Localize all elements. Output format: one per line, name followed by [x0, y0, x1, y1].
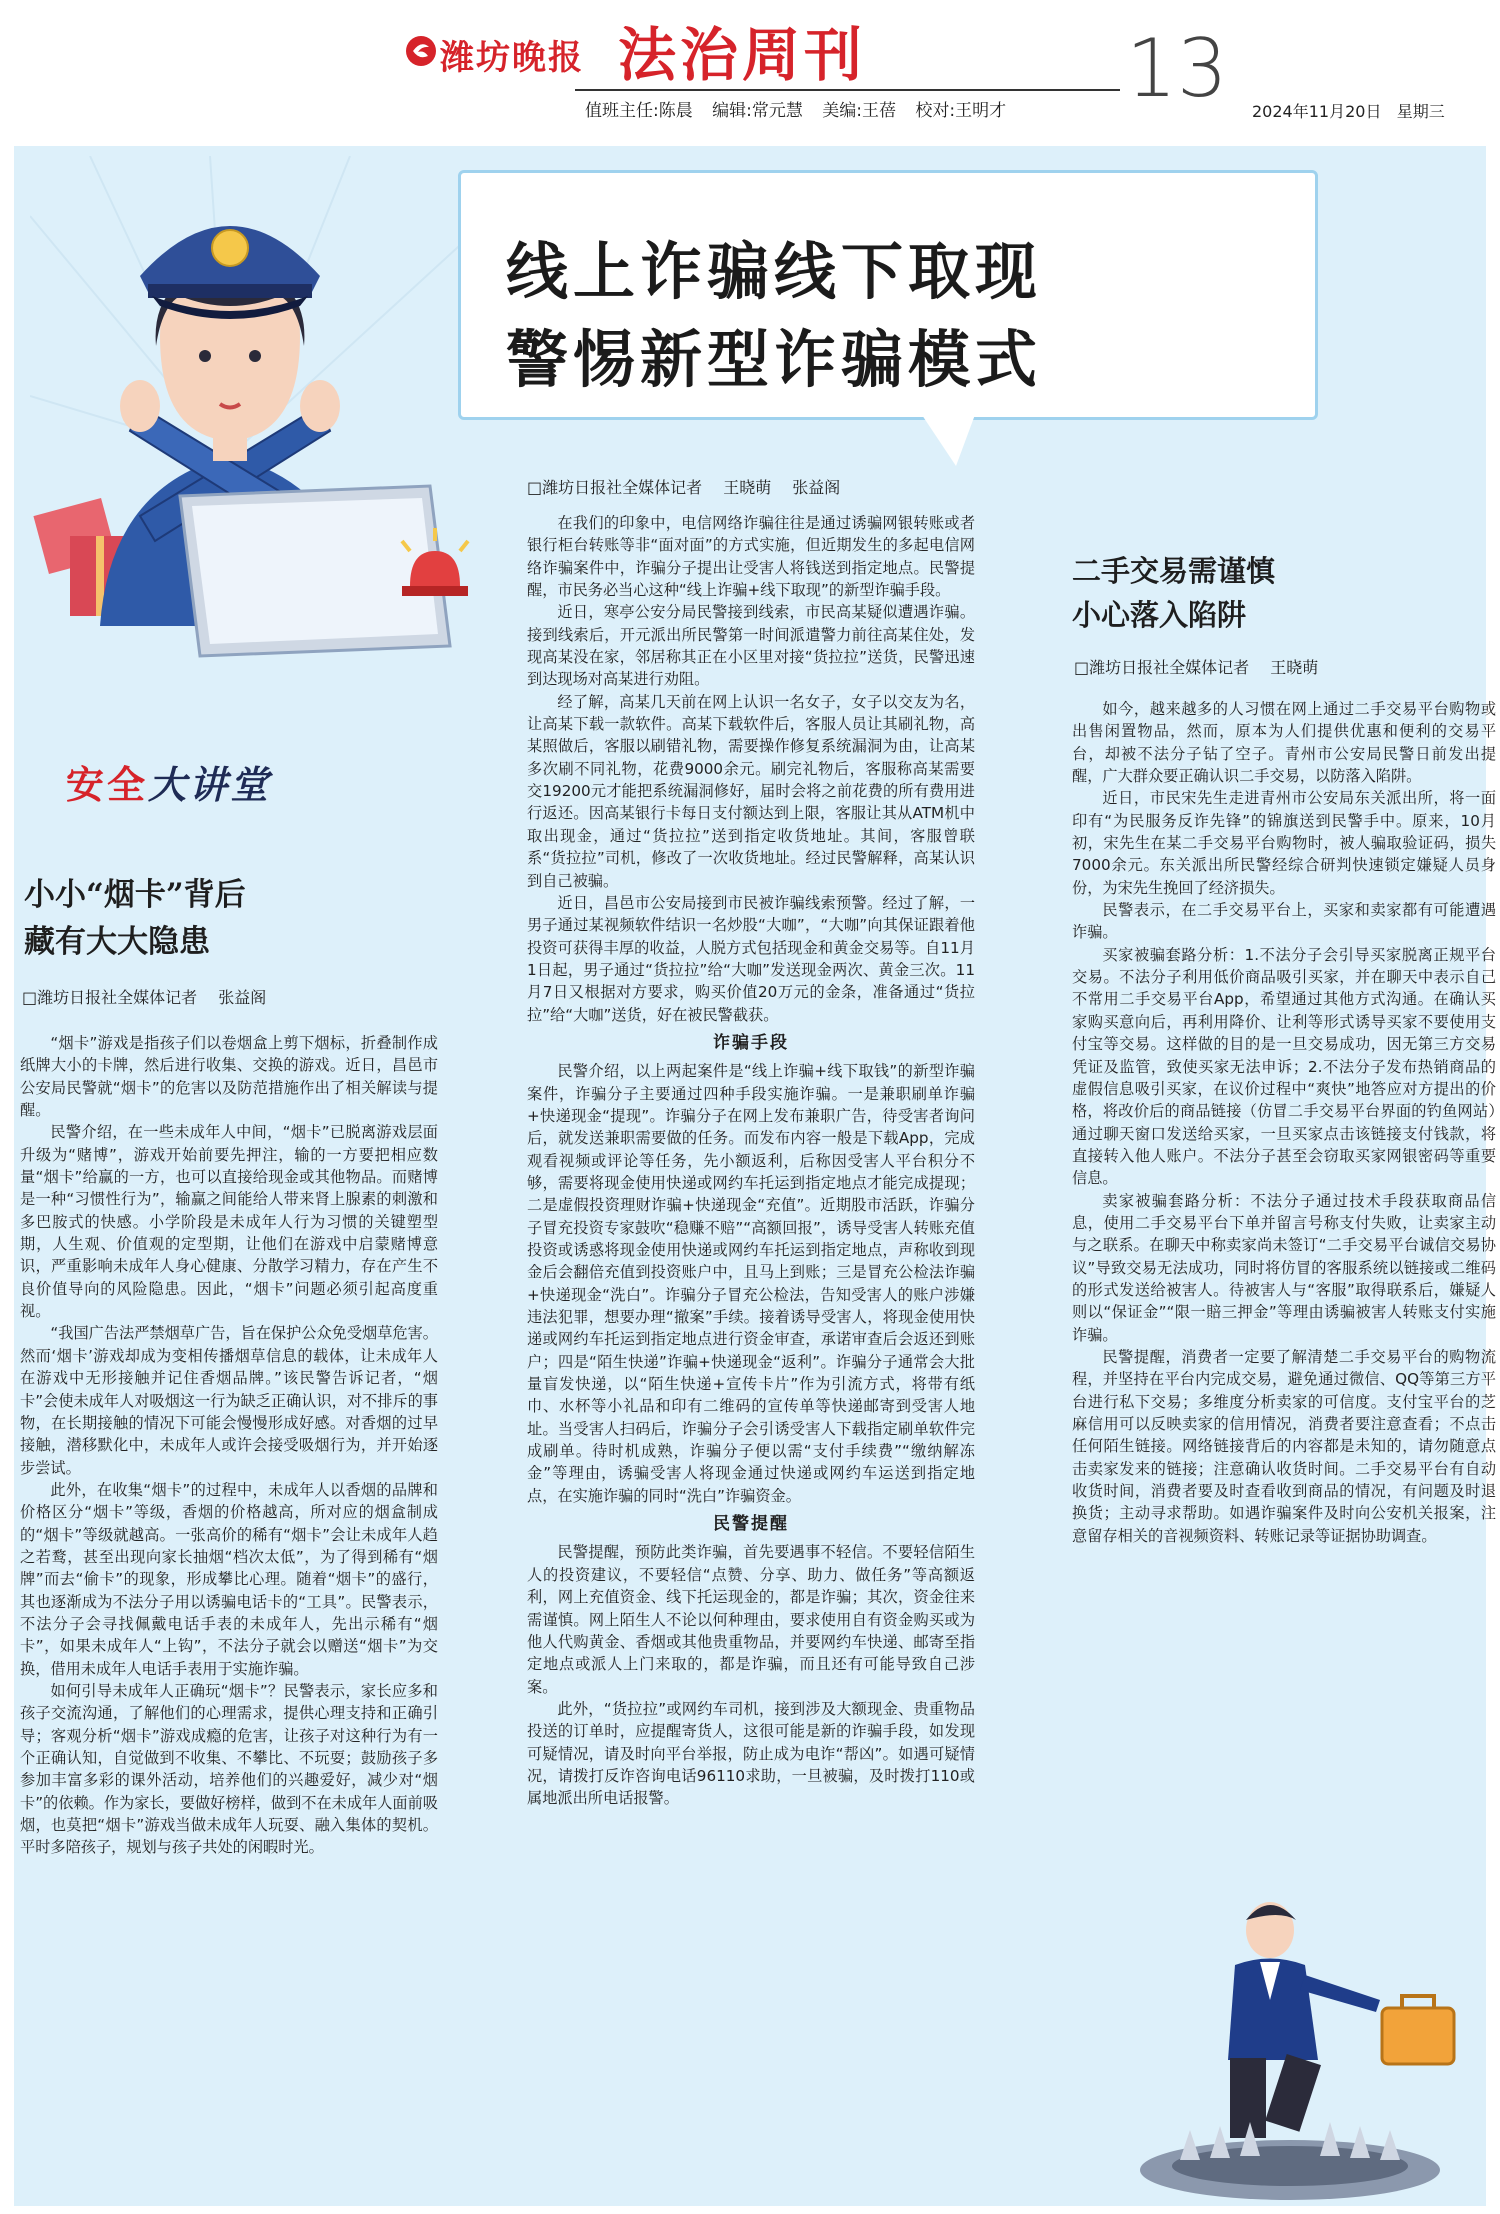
article-body [1072, 698, 1496, 1547]
article-byline: □潍坊日报社全媒体记者 王晓萌 张益阁 [527, 478, 841, 497]
headline-line-2: 藏有大大隐患 [24, 923, 210, 960]
article-body [20, 1032, 438, 1859]
paragraph: 近日，昌邑市公安局接到市民被诈骗线索预警。经过了解，一男子通过某视频软件结识一名炒股“大咖”，“大咖”向其保证跟着他投资可获得丰厚的收益，人脱方式包括现金和黄金交易等。自11月1日起，男子通过“货拉拉”给“大咖”发送现金两次、黄金三次。11月7日又根据对方要求，购买价值20万元的金条，准备通过“货拉拉”给“大咖”送货，好在被民警截获。 [527, 893, 975, 1024]
second-hand-trade-article [1072, 550, 1496, 1547]
credit-editor: 编辑:常元慧 [712, 101, 803, 121]
paragraph: 此外，在收集“烟卡”的过程中，未成年人以香烟的品牌和价格区分“烟卡”等级，香烟的价格越高，所对应的烟盒制成的“烟卡”等级就越高。一张高价的稀有“烟卡”会让未成年人趋之若鹜，甚至出现向家长抽烟“档次太低”，为了得到稀有“烟牌”而去“偷卡”的现象，形成攀比心理。随着“烟卡”的盛行，其也逐渐成为不法分子用以诱骗电话卡的“工具”。民警表示，不法分子会寻找佩戴电话手表的未成年人，先出示稀有“烟卡”，如果未成年人“上钩”，不法分子就会以赠送“烟卡”为交换，借用未成年人电话手表用于实施诈骗。 [20, 1480, 438, 1678]
paragraph: 经了解，高某几天前在网上认识一名女子，女子以交友为名，让高某下载一款软件。高某下载软件后，客服人员让其刷礼物，高某照做后，客服以刷错礼物，需要操作修复系统漏洞为由，让高某多次刷不同礼物，花费9000余元。刷完礼物后，客服称高某需要交19200元才能把系统漏洞修好，届时会将之前花费的所有费用进行返还。因高某银行卡每日支付额达到上限，客服让其从ATM机中取出现金，通过“货拉拉”送到指定收货地址。其间，客服曾联系“货拉拉”司机，修改了一次收货地址。经过民警解释，高某认识到自己被骗。 [527, 692, 975, 890]
headline-line-1: 小小“烟卡”背后 [24, 877, 246, 913]
issue-weekday: 星期三 [1396, 102, 1445, 121]
article-headline [1072, 550, 1496, 637]
issue-date [1252, 99, 1445, 122]
header-rule [575, 89, 1120, 91]
police-officer-illustration [30, 156, 470, 676]
paragraph: 卖家被骗套路分析：不法分子通过技术手段获取商品信息，使用二手交易平台下单并留言号称支付失败，让卖家主动与之联系。在聊天中称卖家尚未签订“二手交易平台诚信交易协议”导致交易无法成功，同时将仿冒的客服系统以链接或二维码的形式发送给被害人。待被害人与“客服”取得联系后，嫌疑人则以“保证金”“限一賠三押金”等理由诱骗被害人转账支付实施诈骗。 [1072, 1191, 1496, 1344]
safety-lecture-banner [66, 754, 271, 809]
cigarette-card-article [20, 872, 438, 1859]
main-headline-line-1: 线上诈骗线下取现 [506, 235, 1043, 308]
paragraph: 近日，寒亭公安分局民警接到线索，市民高某疑似遭遇诈骗。接到线索后，开元派出所民警第一时间派遣警力前往高某住处，发现高某没在家，邻居称其正在小区里对接“货拉拉”送货，民警迅速到达现场对高某进行劝阻。 [527, 603, 975, 689]
article-headline [20, 872, 438, 965]
paragraph: 民警表示，在二手交易平台上，买家和卖家都有可能遭遇诈骗。 [1072, 901, 1496, 942]
paragraph: 买家被骗套路分析：1.不法分子会引导买家脱离正规平台交易。不法分子利用低价商品吸引买家，并在聊天中表示自己不常用二手交易平台App，希望通过其他方式沟通。在确认买家购买意向后，再利用降价、让利等形式诱导买家不要使用支付宝等交易。这样做的目的是一旦交易成功，因无第三方交易凭证及监管，致使买家无法申诉；2.不法分子发布热销商品的虚假信息吸引买家，在议价过程中“爽快”地答应对方提出的价格，将改价后的商品链接（仿冒二手交易平台界面的钓鱼网站）通过聊天窗口发送给买家，一旦买家点击该链接支付钱款，将直接转入他人账户。不法分子甚至会窃取买家网银密码等重要信息。 [1072, 945, 1496, 1188]
credit-art-editor: 美编:王蓓 [822, 101, 897, 121]
paper-name: 潍坊晚报 [440, 38, 584, 78]
issue-date-text: 2024年11月20日 [1252, 102, 1382, 121]
paragraph: 如今，越来越多的人习惯在网上通过二手交易平台购物或出售闲置物品，然而，原本为人们提供优惠和便利的交易平台，却被不法分子钻了空子。青州市公安局民警日前发出提醒，广大群众要正确认识二手交易，以防落入陷阱。 [1072, 700, 1496, 786]
paragraph: “我国广告法严禁烟草广告，旨在保护公众免受烟草危害。然而‘烟卡’游戏却成为变相传播烟草信息的载体，让未成年人在游戏中无形接触并记住香烟品牌。”该民警告诉记者，“烟卡”会使未成年人对吸烟这一行为缺乏正确认识，对不排斥的事物，在长期接触的情况下可能会慢慢形成好感。对香烟的过早接触，潜移默化中，未成年人或许会接受吸烟行为，并开始逐步尝试。 [20, 1324, 438, 1477]
article-body [527, 512, 975, 1810]
editor-credits [585, 96, 1020, 121]
paragraph: “烟卡”游戏是指孩子们以卷烟盒上剪下烟标，折叠制作成纸牌大小的卡牌，然后进行收集、交换的游戏。近日，昌邑市公安局民警就“烟卡”的危害以及防范措施作出了相关解读与提醒。 [20, 1034, 438, 1120]
section-subhead: 民警提醒 [713, 1514, 789, 1535]
paragraph: 在我们的印象中，电信网络诈骗往往是通过诱骗网银转账或者银行柜台转账等非“面对面”的方式实施，但近期发生的多起电信网络诈骗案件中，诈骗分子提出让受害人将钱送到指定地点。民警提醒，市民务必当心这种“线上诈骗+线下取现”的新型诈骗手段。 [527, 514, 975, 600]
credit-duty-director: 值班主任:陈晨 [585, 101, 693, 121]
paragraph: 近日，市民宋先生走进青州市公安局东关派出所，将一面印有“为民服务反诈先锋”的锦旗送到民警手中。原来，10月初，宋先生在某二手交易平台购物时，被人骗取验证码，损失7000余元。东关派出所民警经综合研判快速锁定嫌疑人员身份，为宋先生挽回了经济损失。 [1072, 789, 1496, 897]
speech-bubble-tail [920, 412, 976, 466]
banner-part-1: 安全 [66, 763, 149, 807]
paragraph: 如何引导未成年人正确玩“烟卡”？民警表示，家长应多和孩子交流沟通，了解他们的心理需求，提供心理支持和正确引导；客观分析“烟卡”游戏成瘾的危害，让孩子对这种行为有一个正确认知，自觉做到不收集、不攀比、不玩耍；鼓励孩子多参加丰富多彩的课外活动，培养他们的兴趣爱好，减少对“烟卡”的依赖。作为家长，要做好榜样，做到不在未成年人面前吸烟，也莫把“烟卡”游戏当做未成年人玩耍、融入集体的契机。平时多陪孩子，规划与孩子共处的闲暇时光。 [20, 1681, 438, 1857]
paragraph: 民警提醒，消费者一定要了解清楚二手交易平台的购物流程，并坚持在平台内完成交易，避免通过微信、QQ等第三方平台进行私下交易；多维度分析卖家的可信度。支付宝平台的芝麻信用可以反映卖家的信用情况，消费者要注意查看；不点击任何陌生链接。网络链接背后的内容都是未知的，请勿随意点击卖家发来的链接；注意确认收货时间。二手交易平台有自动收货时间，消费者要及时查看收到商品的情况，有问题及时退换货；主动寻求帮助。如遇诈骗案件及时向公安机关报案，注意留存相关的音视频资料、转账记录等证据协助调查。 [1072, 1347, 1496, 1545]
article-byline: □潍坊日报社全媒体记者 王晓萌 [1074, 658, 1319, 677]
paragraph: 民警介绍，以上两起案件是“线上诈骗+线下取钱”的新型诈骗案件，诈骗分子主要通过四种手段实施诈骗。一是兼职刷单诈骗+快递现金“提现”。诈骗分子在网上发布兼职广告，待受害者询问后，就发送兼职需要做的任务。而发布内容一般是下载App，完成观看视频或评论等任务，先小额返利，后称因受害人平台积分不够，需要将现金使用快递或网约车托运到指定地点才能完成提现；二是虚假投资理财诈骗+快递现金“充值”。近期股市活跃，诈骗分子冒充投资专家鼓吹“稳赚不赔”“高额回报”，诱导受害人转账充值投资或诱惑将现金使用快递或网约车托运到指定地点，声称收到现金后会翻倍充值到投资账户中，且马上到账；三是冒充公检法诈骗+快递现金“洗白”。诈骗分子冒充公检法，告知受害人的账户涉嫌违法犯罪，想要办理“撤案”手续。接着诱导受害人，将现金使用快递或网约车托运到指定地点进行资金审查，承诺审查后会返还到账户；四是“陌生快递”诈骗+快递现金“返利”。诈骗分子通常会大批量盲发快递，以“陌生快递+宣传卡片”作为引流方式，将带有纸巾、水杯等小礼品和印有二维码的宣传单等快递邮寄到受害人地址。当受害人扫码后，诈骗分子会引诱受害人下载指定刷单软件完成刷单。待时机成熟，诈骗分子便以需“支付手续费”“缴纳解冻金”等理由，诱骗受害人将现金通过快递或网约车运送到指定地点，在实施诈骗的同时“洗白”诈骗资金。 [527, 1062, 975, 1505]
headline-line-2: 小心落入陷阱 [1072, 597, 1247, 632]
page-number: 13 [1126, 22, 1228, 115]
newspaper-logo-icon [404, 34, 438, 68]
article-byline: □潍坊日报社全媒体记者 张益阁 [22, 988, 267, 1007]
banner-part-2: 大讲堂 [148, 763, 272, 807]
paragraph: 此外，“货拉拉”或网约车司机，接到涉及大额现金、贵重物品投送的订单时，应提醒寄货人，这很可能是新的诈骗手段，如发现可疑情况，请及时向平台举报，防止成为电诈“帮凶”。如遇可疑情况，请拨打反诈咨询电话96110求助，一旦被骗，及时拨打110或属地派出所电话报警。 [527, 1699, 975, 1808]
paragraph: 民警提醒，预防此类诈骗，首先要遇事不轻信。不要轻信陌生人的投资建议，不要轻信“点赞、分享、助力、做任务”等高额返利，网上充值资金、线下托运现金的，都是诈骗；其次，资金往来需谨慎。网上陌生人不论以何种理由，要求使用自有资金购买或为他人代购黄金、香烟或其他贵重物品，并要网约车快递、邮寄至指定地点或派人上门来取的，都是诈骗，而且还有可能导致自己涉案。 [527, 1543, 975, 1696]
paragraph: 民警介绍，在一些未成年人中间，“烟卡”已脱离游戏层面升级为“赌博”，游戏开始前要先押注，输的一方要把相应数量“烟卡”给赢的一方，也可以直接给现金或其他物品。而赌博是一种“习惯性行为”，输赢之间能给人带来肾上腺素的刺激和多巴胺式的快感。小学阶段是未成年人行为习惯的关键塑型期，人生观、价值观的定型期，让他们在游戏中启蒙赌博意识，严重影响未成年人身心健康、分散学习精力，存在产生不良价值导向的风险隐患。因此，“烟卡”问题必须引起高度重视。 [20, 1123, 438, 1321]
headline-line-1: 二手交易需谨慎 [1072, 554, 1276, 588]
credit-proofreader: 校对:王明才 [915, 101, 1007, 121]
section-title: 法治周刊 [618, 21, 867, 89]
trap-illustration [1140, 1890, 1486, 2206]
masthead [0, 0, 1500, 140]
main-headline-line-2: 警惕新型诈骗模式 [506, 323, 1043, 396]
online-fraud-article [527, 475, 975, 1810]
section-subhead: 诈骗手段 [713, 1032, 789, 1053]
